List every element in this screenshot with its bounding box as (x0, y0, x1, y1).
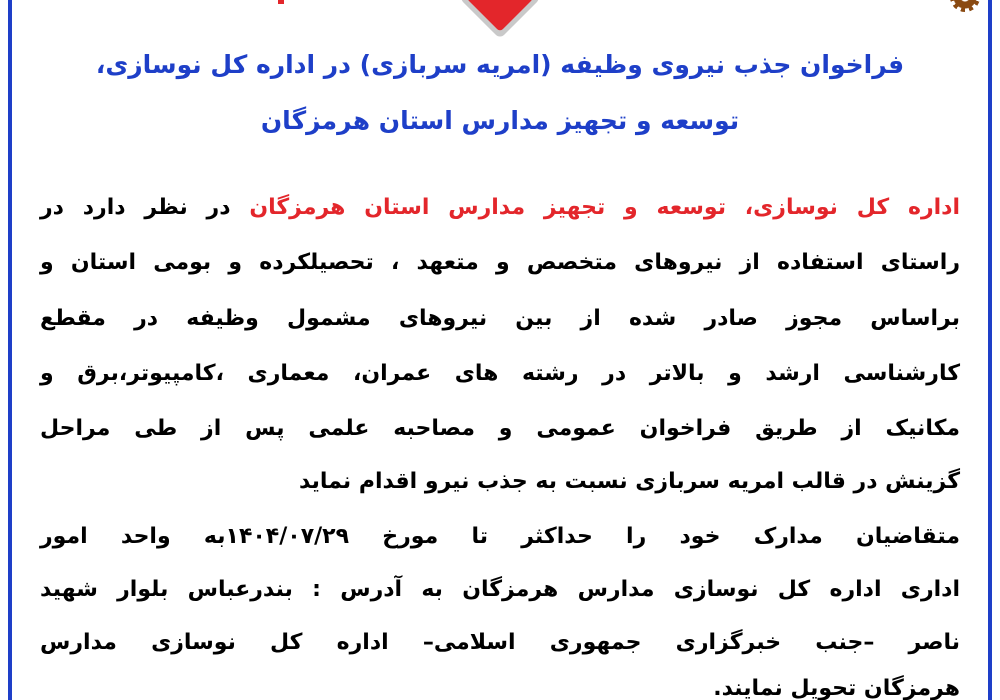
body-line-5: مکانیک از طریق فراخوان عمومی و مصاحبه علمی پس از طی مراحل (40, 416, 960, 441)
body-line-1 (40, 191, 960, 225)
body-line-3: براساس مجوز صادر شده از بین نیروهای مشمول وظیفه در مقطع (40, 306, 960, 331)
body-line-8: اداری اداره کل نوسازی مدارس هرمزگان به آدرس : بندرعباس بلوار شهید (40, 577, 960, 602)
red-mark-icon (278, 0, 284, 4)
announcement-title-line-2: توسعه و تجهیز مدارس استان هرمزگان (260, 106, 740, 135)
body-line-4: کارشناسی ارشد و بالاتر در رشته های عمران، معماری ،کامپیوتر،برق و (40, 361, 960, 386)
body-line-9: ناصر –جنب خبرگزاری جمهوری اسلامی– اداره کل نوسازی مدارس (40, 630, 960, 655)
organization-name: اداره کل نوسازی، توسعه و تجهیز مدارس استان هرمزگان (249, 195, 960, 220)
body-line-6: گزینش در قالب امریه سربازی نسبت به جذب نیرو اقدام نماید (298, 469, 960, 494)
body-line-10: هرمزگان تحویل نمایند. (713, 676, 960, 700)
body-line-7: متقاضیان مدارک خود را حداکثر تا مورخ ۱۴۰۴/۰۷/۲۹به واحد امور (40, 524, 960, 549)
body-line-1-rest: در نظر دارد در (40, 195, 250, 220)
announcement-title-line-1: فراخوان جذب نیروی وظیفه (امریه سربازی) در اداره کل نوسازی، (95, 50, 905, 79)
body-line-2: راستای استفاده از نیروهای متخصص و متعهد ، تحصیلکرده و بومی استان و (40, 250, 960, 275)
